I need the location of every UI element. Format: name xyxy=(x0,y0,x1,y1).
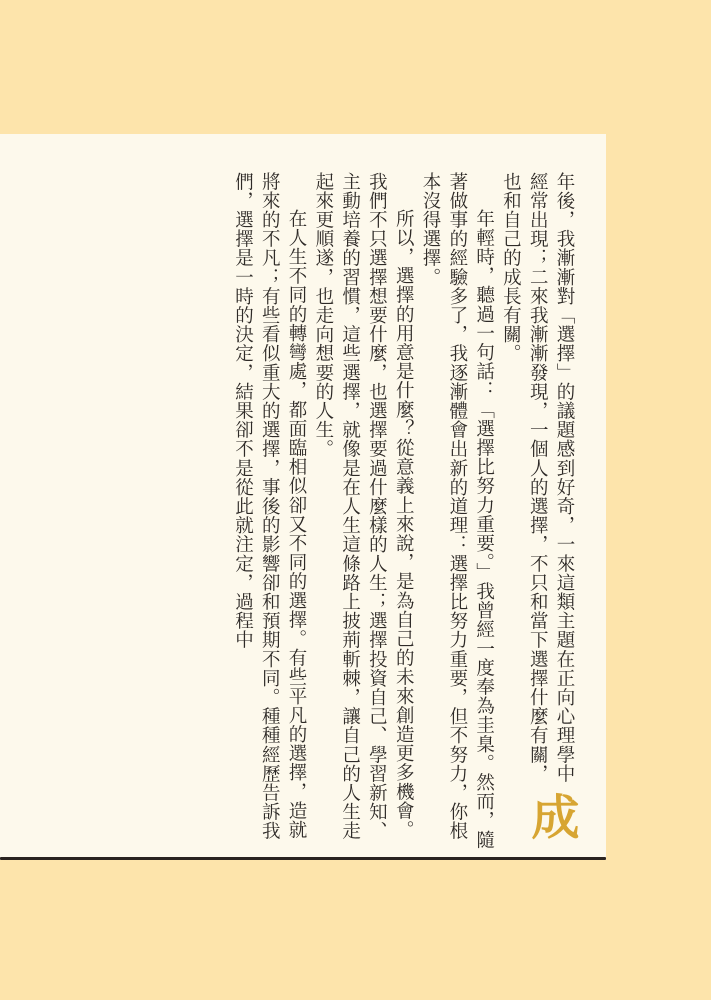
paragraph-4: 在人生不同的轉彎處，都面臨相似卻又不同的選擇。有些平凡的選擇，造就將來的不凡；有些看似重大的選擇，事後的影響卻和預期不同。種種經歷告訴我們，選擇是一時的決定，結果卻不是從此就注定，過程中 xyxy=(232,172,308,841)
body-text xyxy=(117,172,577,852)
drop-cap: 成 xyxy=(523,792,579,841)
paragraph-3: 所以，選擇的用意是什麼？從意義上來說，是為自己的未來創造更多機會。我們不只選擇想要什麼，也選擇要過什麼樣的人生；選擇投資自己、學習新知、主動培養的習慣，這些選擇，就像是在人生這條路上披荊斬棘，讓自己的人生走起來更順遂，也走向想要的人生。 xyxy=(312,172,415,841)
paragraph-1 xyxy=(497,172,577,852)
paragraph-1-text: 年後，我漸漸對「選擇」的議題感到好奇，一來這類主題在正向心理學中經常出現；二來我漸漸發現，一個人的選擇，不只和當下選擇什麼有關，也和自己的成長有關。 xyxy=(500,172,575,784)
bottom-rule xyxy=(0,857,606,860)
paragraph-2: 年輕時，聽過一句話：「選擇比努力重要。」我曾經一度奉為圭臬。然而，隨著做事的經驗多了，我逐漸體會出新的道理：選擇比努力重要，但不努力，你根本沒得選擇。 xyxy=(420,172,495,850)
